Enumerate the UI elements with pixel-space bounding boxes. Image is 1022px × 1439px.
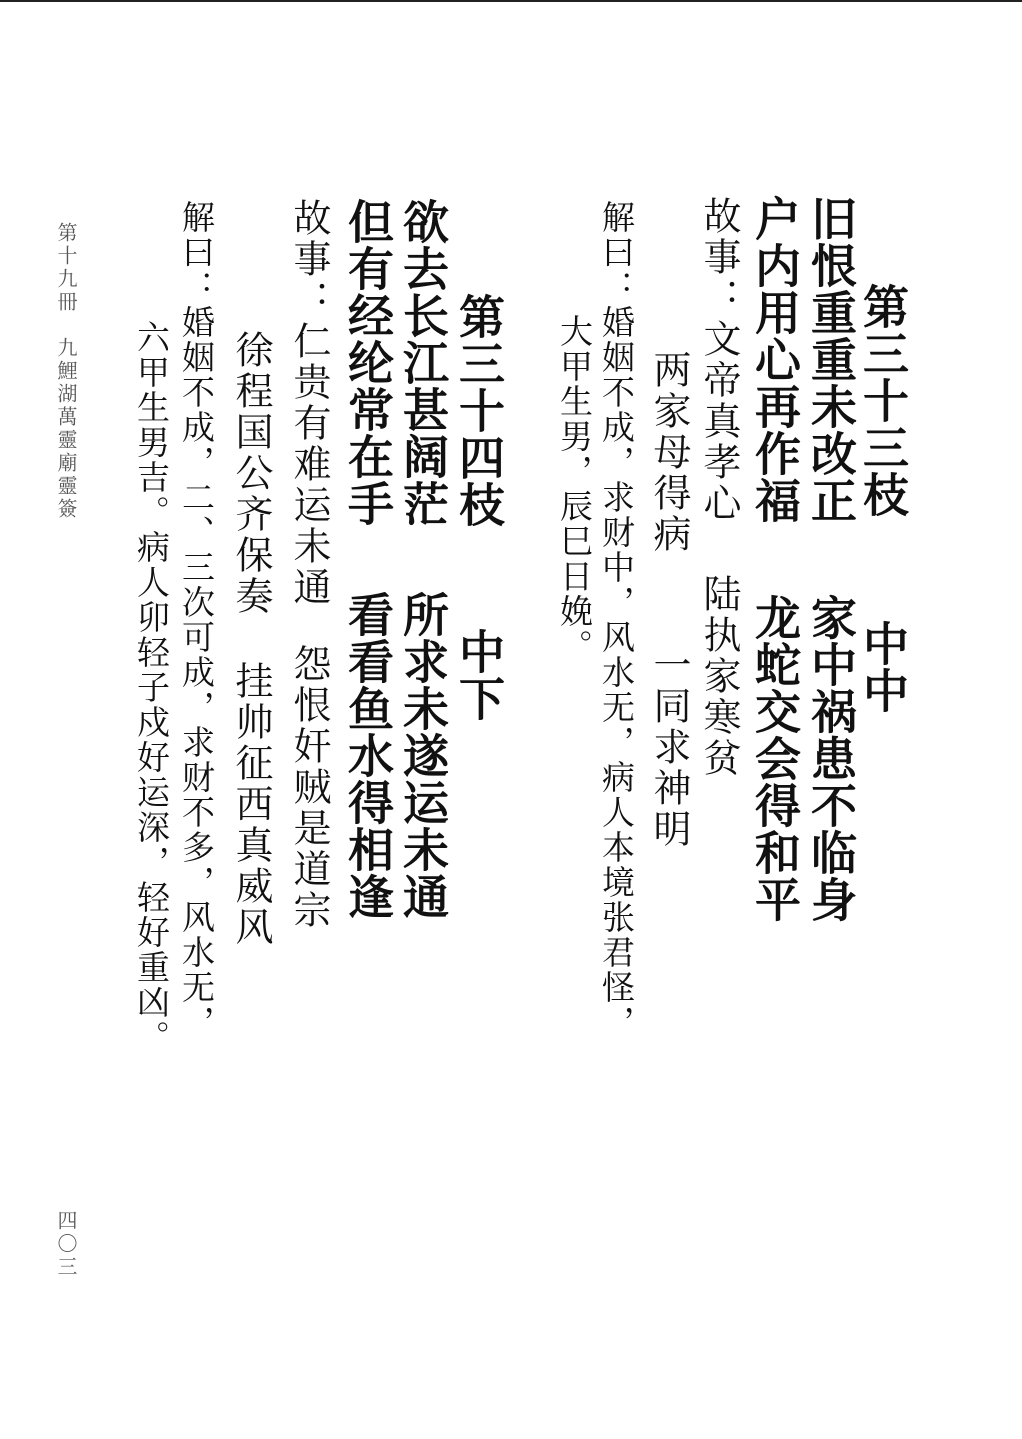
lot34-title: 第三十四枝: [452, 293, 506, 528]
lot33-verse-line2: 户内用心再作福龙蛇交会得和平: [748, 195, 802, 923]
lot33-story-line1: 故事：文帝真孝心陆执家寒贫: [697, 196, 741, 779]
lot33-explain-label: 解曰：: [597, 200, 636, 305]
lot33-grade: 中中: [856, 620, 910, 714]
lot33-verse-line1: 旧恨重重未改正家中祸患不临身: [804, 195, 858, 923]
page-number: 四〇三: [54, 1210, 78, 1279]
lot34-verse-line1: 欲去长江甚阔茫所求未遂运未通: [396, 198, 450, 920]
lot34-explain-line1: 解曰：婚姻不成，二、三次可成，求财不多，风水无，: [177, 200, 216, 1040]
lot33-explain-line2: 大甲生男，辰巳日娩。: [555, 314, 594, 664]
lot34-story-line1: 故事：仁贵有难运未通怨恨奸贼是道宗: [287, 198, 331, 931]
lot34-grade: 中下: [452, 628, 506, 722]
lot34-story-label: 故事：: [287, 198, 331, 321]
lot34-story-line2: 徐程国公齐保奏挂帅征西真威风: [229, 330, 273, 948]
lot34-verse-line2: 但有经纶常在手看看鱼水得相逢: [341, 198, 395, 920]
lot34-explain-label: 解曰：: [177, 200, 216, 305]
top-border-line: [0, 0, 1022, 2]
side-header: 第十九冊 九鯉湖萬靈廟靈簽: [54, 222, 78, 521]
lot33-heading: [856, 283, 910, 714]
lot33-story-line2: 两家母得病一同求神明: [647, 350, 691, 850]
lot34-explain-line2: 六甲生男吉。病人卯轻子戍好运深，轻好重凶。: [132, 320, 171, 1055]
lot33-title: 第三十三枝: [856, 283, 910, 518]
lot33-explain-line1: 解曰：婚姻不成，求财中，风水无，病人本境张君怪，: [597, 200, 636, 1040]
lot33-story-label: 故事：: [697, 196, 741, 319]
lot34-heading: [452, 293, 506, 722]
